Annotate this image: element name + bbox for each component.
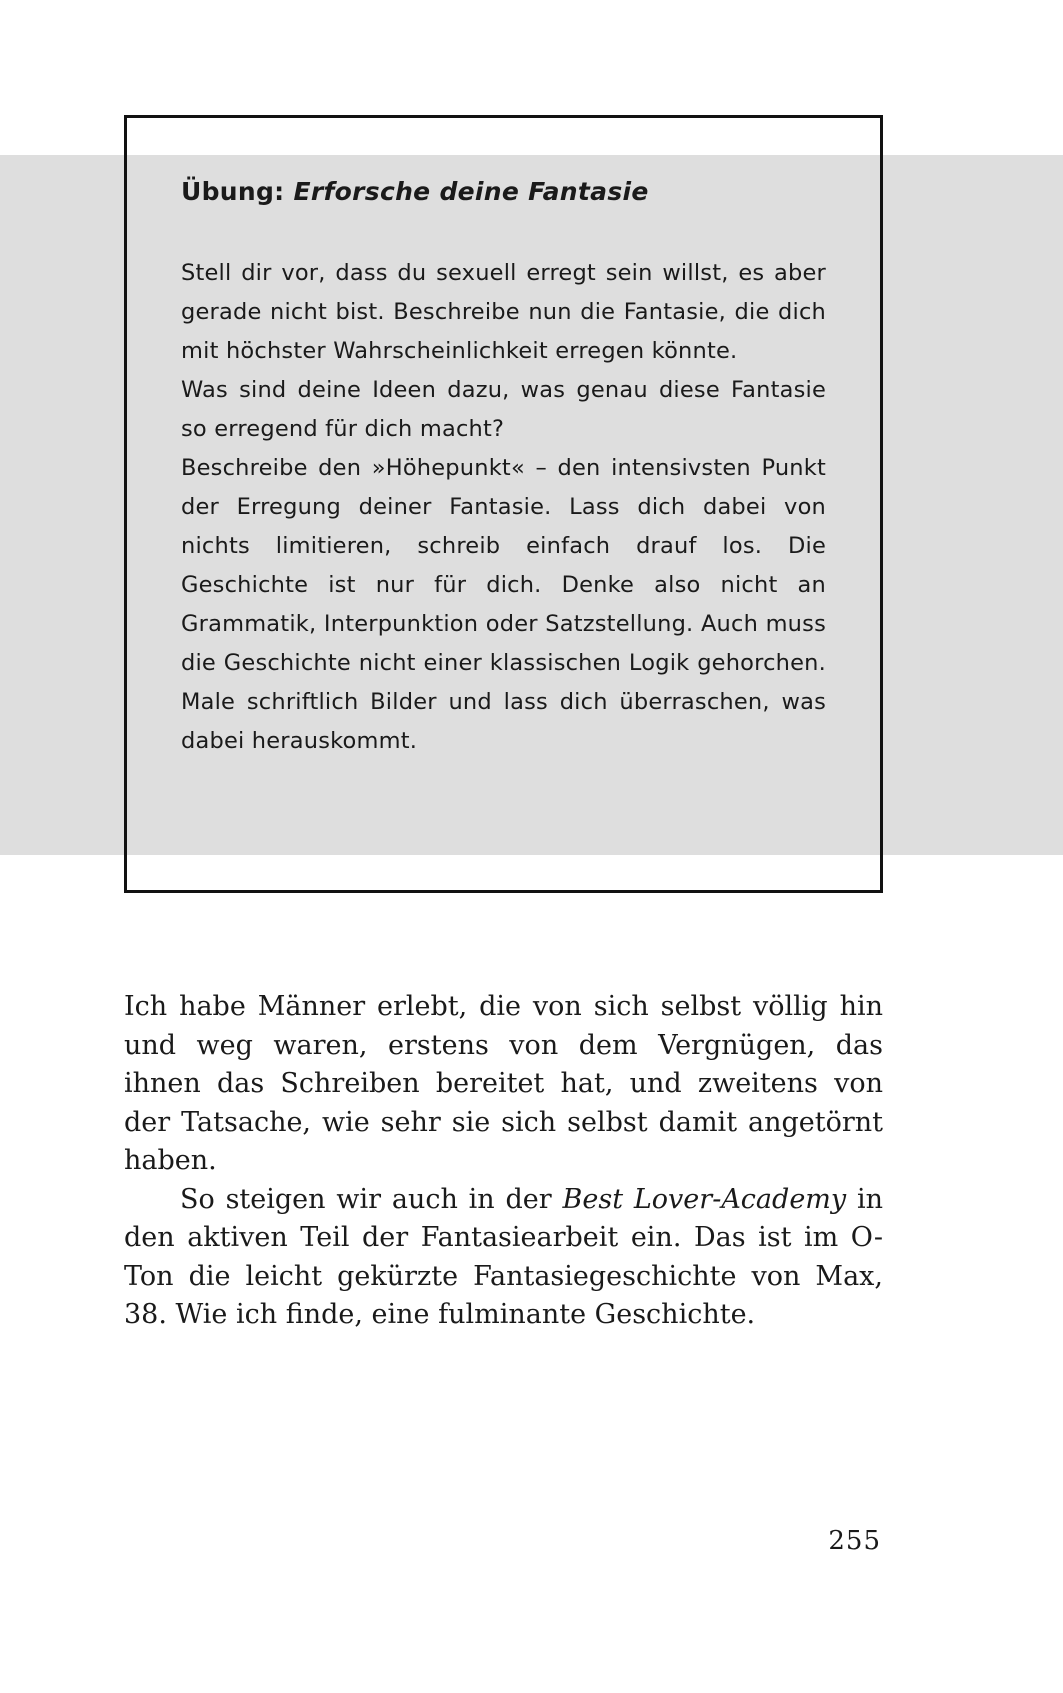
academy-name: Best Lover-Academy (562, 1183, 847, 1215)
exercise-box (181, 170, 826, 761)
main-paragraph-text: So steigen wir auch in der (180, 1183, 563, 1215)
exercise-paragraph: Stell dir vor, dass du sexuell erregt sein willst, es aber gerade nicht bist. Beschreibe nun die Fantasie, die dich mit höchster Wahrscheinlichkeit erregen könnte. (181, 260, 826, 364)
main-paragraph-text: in den aktiven Teil der Fantasiearbeit ein. Das ist im O-Ton die leicht gekürzte Fantasiegeschichte von Max, 38. Wie ich finde, eine fulminante Geschichte. (124, 1183, 884, 1330)
page-number: 255 (828, 1526, 881, 1556)
exercise-paragraph: Was sind deine Ideen dazu, was genau diese Fantasie so erregend für dich macht? (181, 377, 826, 442)
main-paragraph: Ich habe Männer erlebt, die von sich selbst völlig hin und weg waren, erstens von dem Vergnügen, das ihnen das Schreiben bereitet hat, und zweitens von der Tatsache, wie sehr sie sich selbst damit angetörnt haben. (124, 991, 883, 1176)
main-paragraph (124, 1181, 883, 1335)
exercise-body (181, 254, 826, 761)
exercise-title (181, 170, 826, 214)
exercise-title-italic: Erforsche deine Fantasie (293, 177, 649, 206)
exercise-paragraph: Beschreibe den »Höhepunkt« – den intensivsten Punkt der Erregung deiner Fantasie. Lass dich dabei von nichts limitieren, schreib einfach drauf los. Die Geschichte ist nur für dich. Denke also nicht an Grammatik, Interpunktion oder Satzstellung. Auch muss die Geschichte nicht einer klassischen Logik gehorchen. Male schriftlich Bilder und lass dich überraschen, was dabei herauskommt. (181, 455, 826, 754)
main-text (124, 988, 883, 1335)
exercise-title-prefix: Übung: (181, 177, 294, 206)
